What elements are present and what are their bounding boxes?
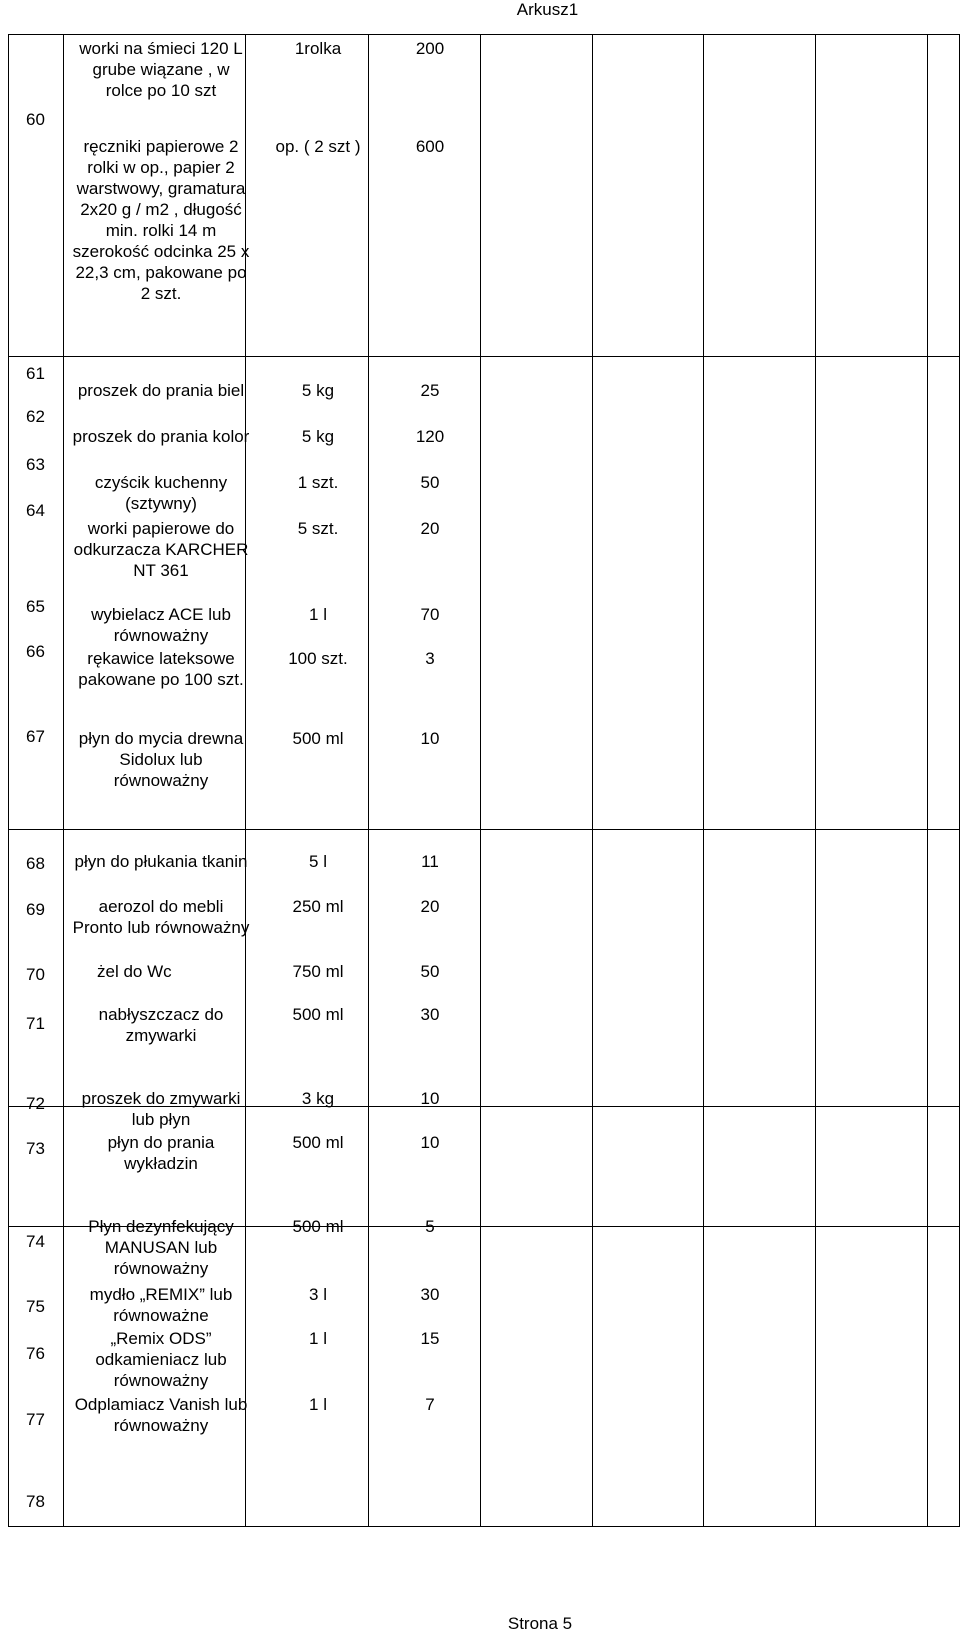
item-quantity: 25 <box>420 381 440 400</box>
item-description: proszek do zmywarki lub płyn <box>81 1089 241 1129</box>
item-quantity: 20 <box>420 897 440 916</box>
item-description: płyn do mycia drewna Sidolux lub równoważny <box>78 729 244 790</box>
item-unit: 500 ml <box>292 1217 344 1236</box>
row-number: 67 <box>26 727 45 746</box>
row-number: 60 <box>26 110 45 129</box>
item-unit: 100 szt. <box>288 649 348 668</box>
item-unit: 3 l <box>309 1285 327 1304</box>
item-unit: 500 ml <box>292 1133 344 1152</box>
item-unit: op. ( 2 szt ) <box>275 137 361 156</box>
grid-line <box>592 34 593 1527</box>
item-unit: 250 ml <box>292 897 344 916</box>
item-unit: 1 l <box>309 1395 327 1414</box>
item-description: „Remix ODS” odkamieniacz lub równoważny <box>95 1329 227 1390</box>
row-number: 75 <box>26 1297 45 1316</box>
row-number: 69 <box>26 900 45 919</box>
sheet-title: Arkusz1 <box>516 0 579 19</box>
row-number: 70 <box>26 965 45 984</box>
grid-line <box>8 356 960 357</box>
item-quantity: 5 <box>425 1217 435 1236</box>
item-description: proszek do prania biel <box>77 381 245 400</box>
item-unit: 5 szt. <box>297 519 339 538</box>
item-quantity: 10 <box>420 1089 440 1108</box>
row-number: 66 <box>26 642 45 661</box>
item-description: płyn do płukania tkanin <box>74 852 248 871</box>
row-number: 64 <box>26 501 45 520</box>
row-number: 65 <box>26 597 45 616</box>
grid-line <box>63 34 64 1527</box>
item-quantity: 10 <box>420 729 440 748</box>
item-quantity: 11 <box>421 852 439 871</box>
grid-line <box>927 34 928 1527</box>
grid-line <box>8 34 9 1527</box>
item-description: mydło „REMIX” lub równoważne <box>89 1285 233 1325</box>
item-quantity: 20 <box>420 519 440 538</box>
item-quantity: 30 <box>420 1285 440 1304</box>
item-unit: 5 l <box>309 852 327 871</box>
item-quantity: 200 <box>415 39 445 58</box>
row-number: 78 <box>26 1492 45 1511</box>
item-description: nabłyszczacz do zmywarki <box>98 1005 224 1045</box>
item-unit: 1 l <box>309 1329 327 1348</box>
item-description: Odplamiacz Vanish lub równoważny <box>74 1395 248 1435</box>
item-description: czyścik kuchenny (sztywny) <box>94 473 228 513</box>
item-unit: 500 ml <box>292 1005 344 1024</box>
item-description: Płyn dezynfekujący MANUSAN lub równoważny <box>88 1217 234 1278</box>
item-description: płyn do prania wykładzin <box>107 1133 215 1173</box>
row-number: 68 <box>26 854 45 873</box>
item-unit: 3 kg <box>301 1089 335 1108</box>
item-unit: 500 ml <box>292 729 344 748</box>
grid-line <box>8 34 960 35</box>
item-description: rękawice lateksowe pakowane po 100 szt. <box>78 649 244 689</box>
grid-line <box>8 1526 960 1527</box>
row-number: 77 <box>26 1410 45 1429</box>
item-description: wybielacz ACE lub równoważny <box>91 605 231 645</box>
page-footer: Strona 5 <box>507 1614 573 1633</box>
grid-line <box>815 34 816 1527</box>
row-number: 76 <box>26 1344 45 1363</box>
item-description: aerozol do mebli Pronto lub równoważny <box>72 897 250 937</box>
item-unit: 5 kg <box>301 381 335 400</box>
item-description: ręczniki papierowe 2 rolki w op., papier 2 warstwowy, gramatura 2x20 g / m2 , długość min. rolki 14 m szerokość odcinka 25 x 22,3 cm, pakowane po 2 szt. <box>72 137 250 303</box>
item-quantity: 600 <box>415 137 445 156</box>
item-quantity: 30 <box>420 1005 440 1024</box>
item-unit: 1 l <box>309 605 327 624</box>
item-description: żel do Wc <box>97 962 172 981</box>
item-unit: 1rolka <box>294 39 342 58</box>
item-unit: 750 ml <box>292 962 344 981</box>
item-quantity: 7 <box>425 1395 435 1414</box>
row-number: 61 <box>26 364 45 383</box>
item-quantity: 3 <box>425 649 435 668</box>
item-quantity: 120 <box>415 427 445 446</box>
item-quantity: 50 <box>420 473 440 492</box>
item-quantity: 70 <box>420 605 440 624</box>
item-unit: 1 szt. <box>297 473 339 492</box>
grid-line <box>703 34 704 1527</box>
row-number: 71 <box>26 1014 45 1033</box>
item-description: worki na śmieci 120 L grube wiązane , w rolce po 10 szt <box>79 39 243 100</box>
item-description: worki papierowe do odkurzacza KARCHER NT 361 <box>73 519 249 580</box>
grid-line <box>480 34 481 1527</box>
row-number: 63 <box>26 455 45 474</box>
row-number: 74 <box>26 1232 45 1251</box>
grid-line <box>8 829 960 830</box>
item-quantity: 10 <box>420 1133 440 1152</box>
item-quantity: 15 <box>420 1329 440 1348</box>
item-description: proszek do prania kolor <box>72 427 250 446</box>
row-number: 73 <box>26 1139 45 1158</box>
row-number: 62 <box>26 407 45 426</box>
item-unit: 5 kg <box>301 427 335 446</box>
row-number: 72 <box>26 1094 45 1113</box>
item-quantity: 50 <box>420 962 440 981</box>
